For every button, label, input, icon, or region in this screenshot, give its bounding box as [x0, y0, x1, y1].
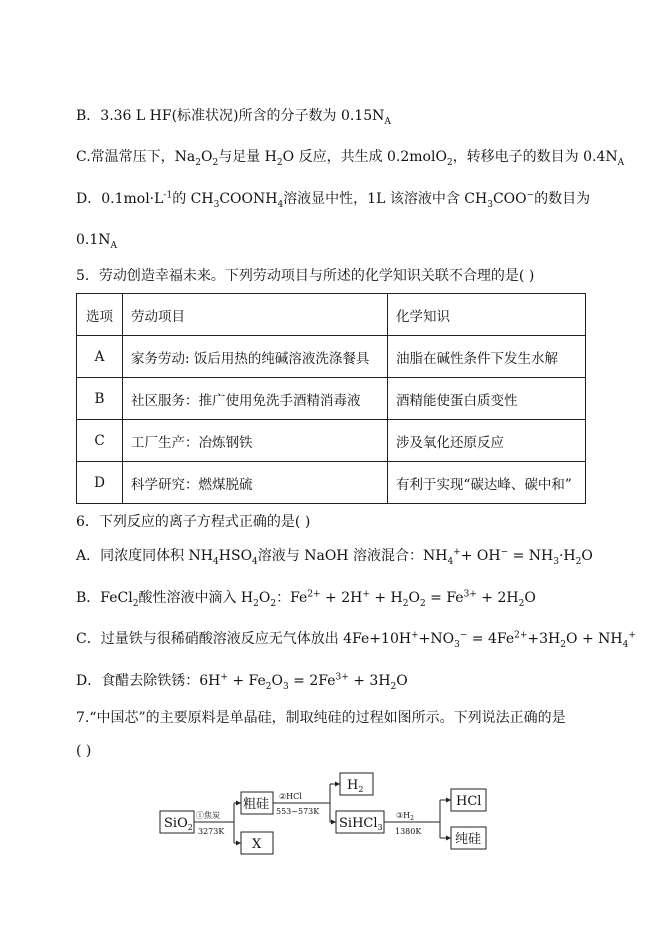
table-header-cell: 化学知识: [388, 294, 586, 336]
option-b-line: B．3.36 L HF(标准状况)所含的分子数为 $0.15N_A$: [76, 108, 391, 127]
hcl-label: HCl: [456, 794, 482, 809]
table-row: [77, 336, 586, 378]
question-7-paren: ( ): [76, 743, 92, 759]
silicon-process-diagram: [0, 760, 662, 870]
q6-option-d: D．食醋去除铁锈：$6H^+ + Fe_2O_3 = 2Fe^{3+} + 3H_2O$: [76, 672, 408, 692]
question-7-stem: 7.“中国芯”的主要原料是单晶硅，制取纯硅的过程如图所示。下列说法正确的是: [76, 710, 566, 726]
sio2-label: SiO$_2$: [164, 816, 193, 832]
table-cell: 酒精能使蛋白质变性: [388, 378, 586, 420]
table-header-row: [77, 294, 586, 336]
sihcl3-label: SiHCl$_3$: [339, 816, 383, 832]
step3-temp: 1380K: [395, 827, 422, 836]
crude-silicon-label: 粗硅: [243, 797, 270, 812]
step2-temp: 553~573K: [276, 807, 320, 816]
x-label: X: [252, 837, 262, 852]
table-cell: 家务劳动: 饭后用热的纯碱溶液洗涤餐具: [123, 336, 388, 378]
step3-label: $③H_2$: [396, 811, 414, 822]
step1-temp: 3273K: [198, 827, 225, 836]
pure-silicon-label: 纯硅: [455, 832, 482, 847]
table-cell: 有利于实现“碳达峰、碳中和”: [388, 462, 586, 504]
q6-option-a: A．同浓度同体积 $NH_4HSO_4$溶液与 NaOH 溶液混合：$NH_4^++ OH^- = NH_3\cdot H_2O$: [76, 547, 593, 567]
table-row: [77, 378, 586, 420]
h2-label: $H_2$: [347, 778, 364, 794]
table-cell: A: [77, 336, 123, 378]
table-cell: C: [77, 420, 123, 462]
step1-label: ①焦炭: [196, 811, 220, 820]
table-cell: 社区服务：推广使用免洗手酒精消毒液: [123, 378, 388, 420]
table-cell: D: [77, 462, 123, 504]
step2-label: ②HCl: [279, 792, 302, 801]
table-cell: 涉及氧化还原反应: [388, 420, 586, 462]
question-6-stem: 6．下列反应的离子方程式正确的是( ): [76, 514, 311, 530]
option-d-line: D．$0.1mol\cdot L^{-1}$的 $CH_3COONH_4$溶液显中性，1L 该溶液中含 $CH_3COO^-$的数目为: [76, 190, 591, 210]
table-header-cell: 劳动项目: [123, 294, 388, 336]
option-c-line: C.常温常压下，$Na_2O_2$与足量 $H_2O$ 反应，共生成 0.2molO$_2$，转移电子的数目为 $0.4N_A$: [76, 149, 625, 168]
table-cell: 科学研究：燃煤脱硫: [123, 462, 388, 504]
option-d-line-continued: $0.1N_A$: [76, 232, 118, 251]
question-5-stem: 5．劳动创造幸福未来。下列劳动项目与所述的化学知识关联不合理的是( ): [76, 268, 535, 284]
q6-option-c: C．过量铁与很稀硝酸溶液反应无气体放出 $4Fe+10H^++NO_3^- = 4Fe^{2+}+3H_2O + NH_4^+$: [76, 630, 636, 650]
table-row: [77, 420, 586, 462]
q6-option-b: B．FeCl$_2$酸性溶液中滴入 $H_2O_2$：$Fe^{2+} + 2H^+ + H_2O_2 = Fe^{3+} + 2H_2O$: [76, 589, 536, 609]
question-5-table: [76, 293, 586, 504]
table-cell: B: [77, 378, 123, 420]
table-cell: 工厂生产：冶炼钢铁: [123, 420, 388, 462]
table-cell: 油脂在碱性条件下发生水解: [388, 336, 586, 378]
table-header-cell: 选项: [77, 294, 123, 336]
table-row: [77, 462, 586, 504]
